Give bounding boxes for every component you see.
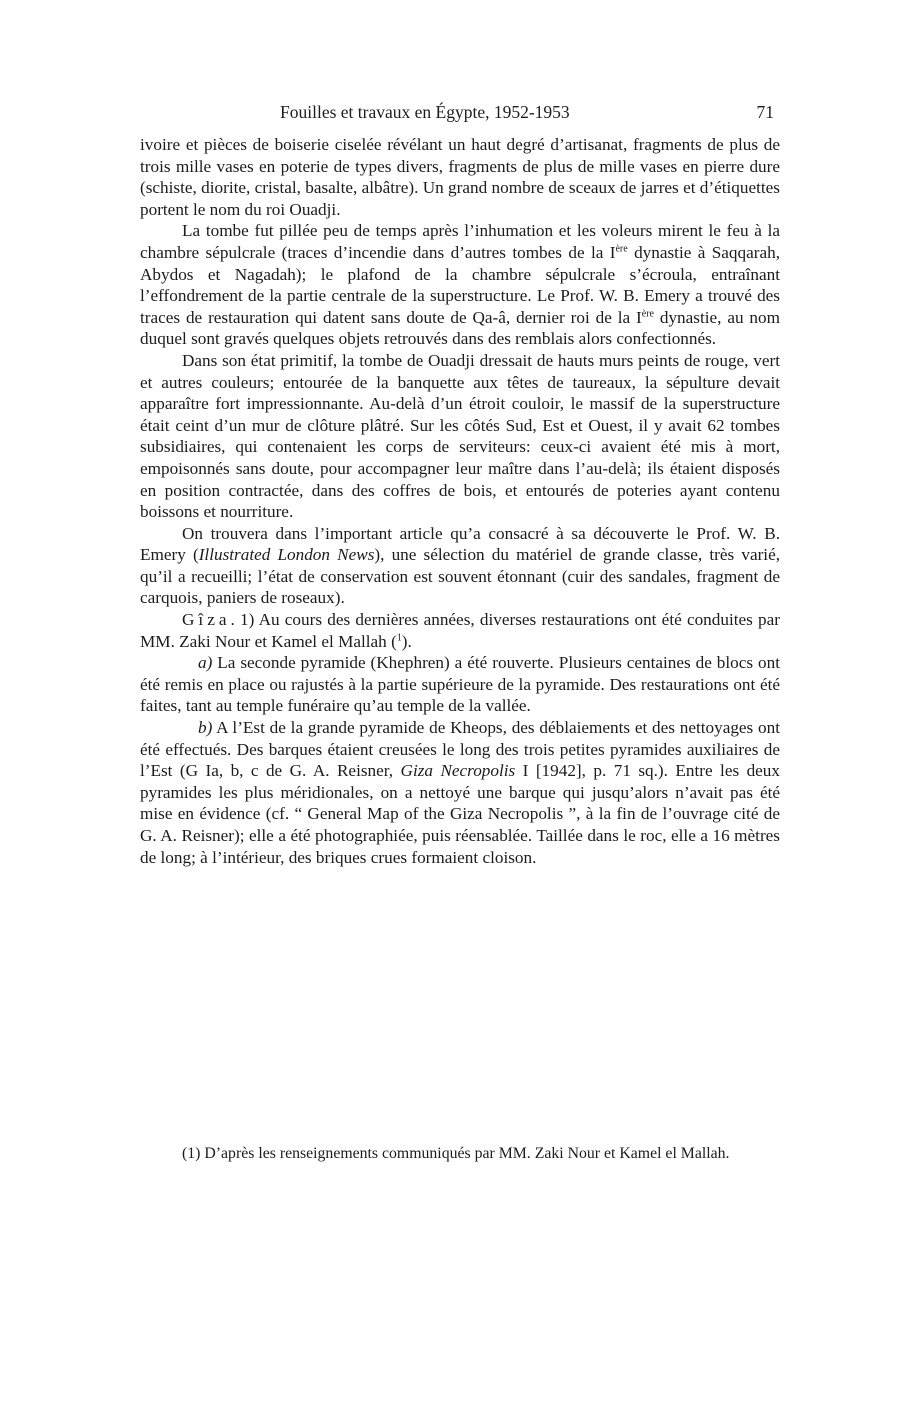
footnote: [140, 1143, 780, 1165]
site-heading-giza: Gîza: [182, 610, 231, 630]
paragraph-7-part-b: I [1942], p. 71 sq.). Entre les deux pyramides les plus méridionales, on a nettoyé une barque qui jusqu’alors n’avait pas été mise en évidence (cf. “ General Map of the Giza Necropolis ”, à la fin de l’ouvrage cité de G. A. Reisner); elle a été photographiée, puis réensablée. Taillée dans le roc, elle a 16 mètres de long; à l’intérieur, des briques crues formaient cloison.: [140, 761, 780, 867]
page-number: 71: [756, 102, 774, 122]
superscript-ere-2: ère: [641, 308, 654, 320]
paragraph-7: [140, 717, 780, 868]
paragraph-4-part-a: On trouvera dans l’important article qu’a consacré à sa découverte le Prof. W. B. Emery (: [140, 523, 780, 565]
paragraph-7-part-a: A l’Est de la grande pyramide de Kheops, des déblaiements et des nettoyages ont été effectués. Des barques étaient creusées le long des trois petites pyramides auxiliaires de l’Est (G Ia, b, c de G. A. Reisner,: [140, 718, 780, 781]
paragraph-3: Dans son état primitif, la tombe de Ouadji dressait de hauts murs peints de rouge, vert et autres couleurs; entourée de la banquette aux têtes de taureaux, la sépulture devait apparaître fort impressionnante. Au-delà d’un étroit couloir, le massif de la superstructure était ceint d’un mur de clôture plâtré. Sur les côtés Sud, Est et Ouest, il y avait 62 tombes subsidiaires, qui contenaient les corps de serviteurs: ceux-ci avaient été mis à mort, empoisonnés sans doute, pour accompagner leur maître dans l’au-delà; ils étaient disposés en position contractée, dans des coffres de bois, et entourés de poteries ayant contenu boissons et nourriture.: [140, 350, 780, 522]
body-text: [140, 134, 780, 868]
paragraph-2-part-a: La tombe fut pillée peu de temps après l’inhumation et les voleurs mirent le feu à la chambre sépulcrale (traces d’incendie dans d’autres tombes de la I: [140, 221, 780, 262]
running-header: [140, 100, 780, 126]
paragraph-6: [140, 652, 780, 717]
running-title: Fouilles et travaux en Égypte, 1952-1953: [280, 102, 570, 122]
paragraph-6-text: La seconde pyramide (Khephren) a été rouverte. Plusieurs centaines de blocs ont été remis en place ou rajustés à la partie supérieure de la pyramide. Des restaurations ont été faites, tant au temple funéraire qu’au temple de la vallée.: [140, 653, 780, 716]
paragraph-1: ivoire et pièces de boiserie ciselée révélant un haut degré d’artisanat, fragments de plus de trois mille vases en poterie de types divers, fragments de plus de mille vases en pierre dure (schiste, diorite, cristal, basalte, albâtre). Un grand nombre de sceaux de jarres et d’étiquettes portent le nom du roi Ouadji.: [140, 135, 780, 219]
paragraph-4: [140, 523, 780, 609]
footnote-text: D’après les renseignements communiqués par MM. Zaki Nour et Kamel el Mallah.: [200, 1145, 730, 1162]
footnote-marker: (1): [182, 1145, 201, 1162]
paragraph-2: [140, 220, 780, 350]
item-label-b: b): [198, 718, 213, 738]
paragraph-5-part-a: . 1) Au cours des dernières années, diverses restaurations ont été conduites par MM. Zaki Nour et Kamel el Mallah (: [140, 610, 780, 651]
paragraph-2-part-c: dynastie, au nom duquel sont gravés quelques objets retrouvés dans des remblais alors confectionnés.: [140, 307, 780, 349]
book-title: Giza Necropolis: [400, 761, 516, 781]
paragraph-5-part-b: ).: [401, 631, 412, 651]
footnote-reference: 1: [396, 631, 402, 643]
paragraph-4-part-b: ), une sélection du matériel de grande classe, très varié, qu’il a recueilli; l’état de conservation est souvent étonnant (cuir des sandales, fragment de carquois, paniers de roseaux).: [140, 545, 780, 608]
paragraph-5: [140, 609, 780, 652]
paragraph-2-part-b: dynastie à Saqqarah, Abydos et Nagadah); le plafond de la chambre sépulcrale s’écroula, entraînant l’effondrement de la partie centrale de la superstructure. Le Prof. W. B. Emery a trouvé des traces de restauration qui datent sans doute de Qa-â, dernier roi de la I: [140, 242, 780, 327]
journal-title: Illustrated London News: [198, 545, 375, 565]
superscript-ere-1: ère: [615, 243, 628, 255]
item-label-a: a): [198, 653, 213, 673]
